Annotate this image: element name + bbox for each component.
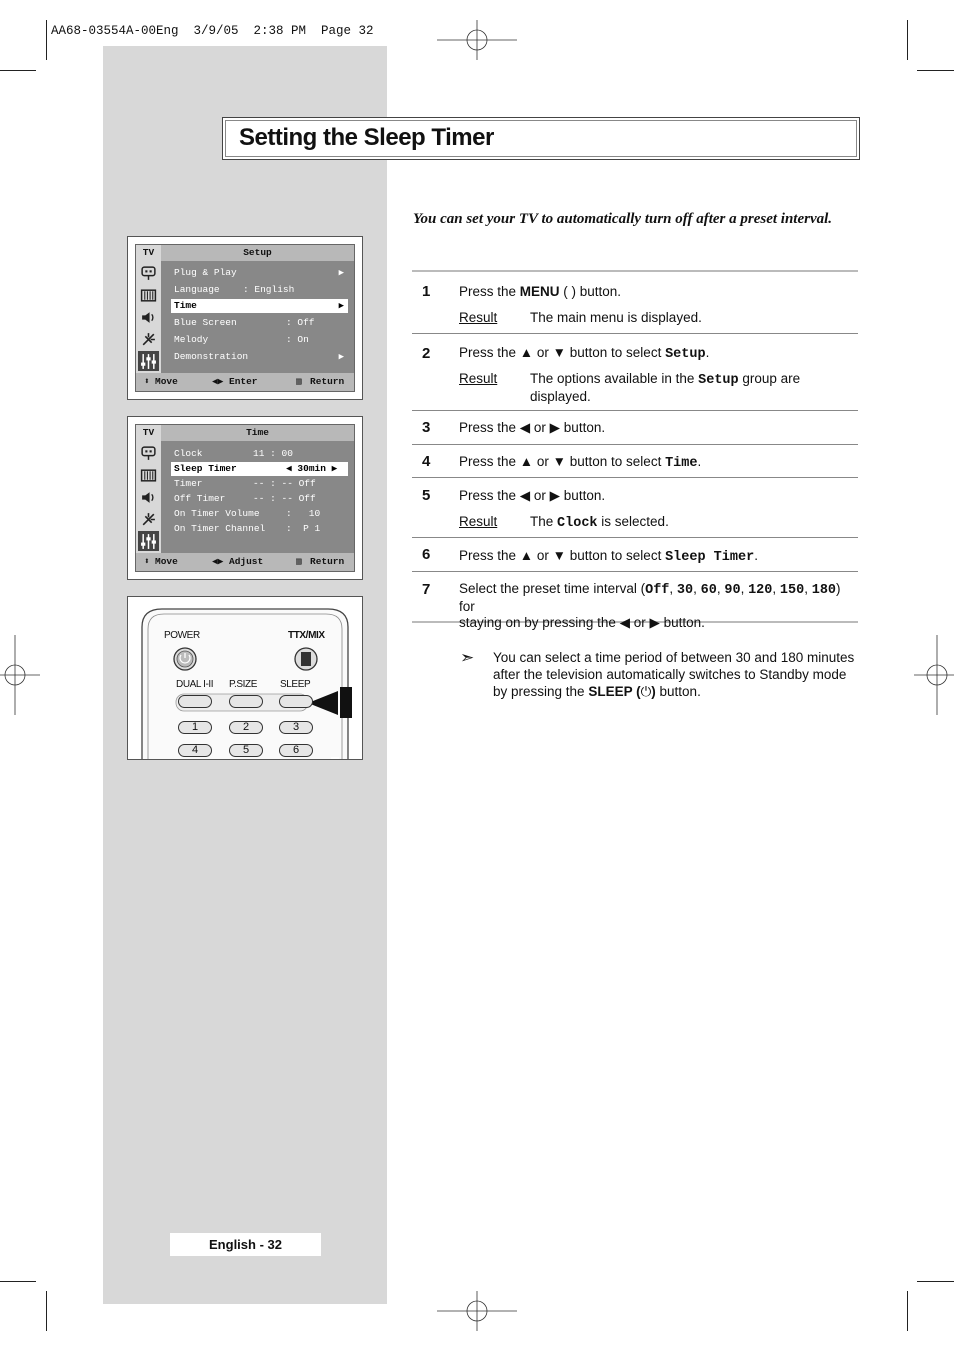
osd-title: Time: [246, 427, 269, 438]
psize-button[interactable]: [229, 695, 263, 708]
channel-antenna-icon: [138, 509, 159, 529]
crop-mark: [907, 20, 908, 60]
result-label: Result: [459, 371, 498, 386]
leftright-icon: ◀▶: [212, 376, 224, 387]
title-box: [222, 117, 860, 160]
step-row: [412, 334, 858, 411]
step-row: [412, 478, 858, 538]
dual-label: DUAL I-II: [176, 679, 214, 690]
psize-label: P.SIZE: [229, 679, 257, 690]
picture-icon: [138, 263, 159, 283]
print-header: AA68-03554A-00Eng 3/9/05 2:38 PM Page 32: [51, 24, 374, 38]
osd-tv-label: TV: [136, 425, 161, 441]
osd-setup-menu: [127, 236, 363, 400]
intro-text: You can set your TV to automatically turn off after a preset interval.: [413, 211, 833, 227]
result-label: Result: [459, 310, 498, 325]
result-text: The Clock is selected.: [530, 514, 669, 531]
step-text: Select the preset time interval (Off, 30, 60, 90, 120, 150, 180) for staying on by pressing the ◀ or ▶ button.: [459, 581, 841, 630]
sleep-label: SLEEP: [280, 679, 311, 690]
menu-icon: ▥: [296, 376, 302, 387]
step-row: [412, 411, 858, 445]
step-number: 4: [422, 453, 431, 470]
note-arrow-icon: ➣: [460, 648, 475, 667]
osd-foot-move: Move: [155, 376, 178, 387]
crop-mark: [907, 1291, 908, 1331]
updown-icon: ⬍: [144, 376, 150, 387]
crop-mark: [0, 1281, 36, 1282]
osd-row-blue-screen[interactable]: Blue Screen : Off: [174, 317, 315, 328]
osd-row-time[interactable]: Time ▶: [171, 299, 348, 313]
step-row: [412, 445, 858, 478]
osd-row-language[interactable]: Language : English: [174, 284, 295, 295]
result-text: The main menu is displayed.: [530, 310, 702, 325]
page-title: Setting the Sleep Timer: [239, 124, 494, 151]
result-text: The options available in the Setup group are displayed.: [530, 371, 801, 404]
result-label: Result: [459, 514, 498, 529]
menu-icon: ▥: [296, 556, 302, 567]
osd-foot-enter: Enter: [229, 376, 258, 387]
speaker-icon: [138, 487, 159, 507]
leftright-icon: ◀▶: [212, 556, 224, 567]
registration-mark-icon: [437, 20, 517, 60]
osd-row-timer[interactable]: Timer -- : -- Off: [174, 478, 316, 489]
step-text: Press the ▲ or ▼ button to select Sleep Timer.: [459, 548, 758, 565]
osd-time-menu: [127, 416, 363, 580]
step-number: 3: [422, 419, 431, 436]
sound-bars-icon: [138, 285, 159, 305]
key-5-button[interactable]: 5: [229, 744, 263, 757]
osd-row-demonstration[interactable]: Demonstration ▶: [174, 351, 344, 362]
osd-foot-move: Move: [155, 556, 178, 567]
remote-illustration: [127, 596, 363, 760]
steps-table: [412, 270, 858, 630]
step-number: 5: [422, 487, 431, 504]
step-row: [412, 538, 858, 572]
step-number: 6: [422, 546, 431, 563]
channel-antenna-icon: [138, 329, 159, 349]
osd-foot-return: Return: [310, 556, 345, 567]
page-number: English - 32: [170, 1233, 321, 1256]
osd-row-melody[interactable]: Melody : On: [174, 334, 309, 345]
speaker-icon: [138, 307, 159, 327]
step-number: 7: [422, 581, 431, 598]
osd-foot-adjust: Adjust: [229, 556, 264, 567]
key-3-button[interactable]: 3: [279, 721, 313, 734]
crop-mark: [917, 1281, 954, 1282]
note-text: You can select a time period of between 30 and 180 minutes after the television automatically switches to Standby mode by pressing the SLEEP (⏻) button.: [493, 650, 855, 699]
osd-foot-return: Return: [310, 376, 345, 387]
sound-bars-icon: [138, 465, 159, 485]
step-text: Press the ▲ or ▼ button to select Time.: [459, 454, 702, 471]
step-text: Press the ◀ or ▶ button.: [459, 488, 606, 503]
osd-row-off-timer[interactable]: Off Timer -- : -- Off: [174, 493, 316, 504]
key-4-button[interactable]: 4: [178, 744, 212, 757]
ttx-mix-label: TTX/MIX: [288, 630, 325, 641]
step-text: Press the ◀ or ▶ button.: [459, 420, 606, 435]
step-text: Press the MENU ( ) button.: [459, 284, 622, 299]
registration-mark-icon: [437, 1291, 517, 1331]
updown-icon: ⬍: [144, 556, 150, 567]
key-1-button[interactable]: 1: [178, 721, 212, 734]
registration-mark-icon: [0, 635, 40, 715]
osd-row-plug-play[interactable]: Plug & Play ▶: [174, 267, 344, 278]
power-label: POWER: [164, 630, 200, 641]
dual-button[interactable]: [178, 695, 212, 708]
crop-mark: [0, 70, 36, 71]
osd-tv-label: TV: [136, 245, 161, 261]
step-number: 2: [422, 345, 431, 362]
picture-icon: [138, 443, 159, 463]
key-2-button[interactable]: 2: [229, 721, 263, 734]
osd-row-on-timer-channel[interactable]: On Timer Channel : P 1: [174, 523, 321, 534]
setup-sliders-icon: [138, 351, 159, 371]
registration-mark-icon: [914, 635, 954, 715]
sleep-icon: ⏻: [640, 684, 652, 699]
step-text: Press the ▲ or ▼ button to select Setup.: [459, 345, 710, 362]
osd-title: Setup: [243, 247, 272, 258]
step-row: [412, 572, 858, 630]
osd-row-sleep-timer[interactable]: Sleep Timer ◀ 30min ▶: [171, 462, 348, 476]
crop-mark: [46, 1291, 47, 1331]
crop-mark: [46, 20, 47, 60]
osd-row-on-timer-volume[interactable]: On Timer Volume : 10: [174, 508, 321, 519]
setup-sliders-icon: [138, 531, 159, 551]
step-row: [412, 272, 858, 334]
sleep-button[interactable]: [279, 695, 313, 708]
crop-mark: [917, 70, 954, 71]
step-number: 1: [422, 283, 431, 300]
key-6-button[interactable]: 6: [279, 744, 313, 757]
osd-row-clock[interactable]: Clock 11 : 00: [174, 448, 293, 459]
